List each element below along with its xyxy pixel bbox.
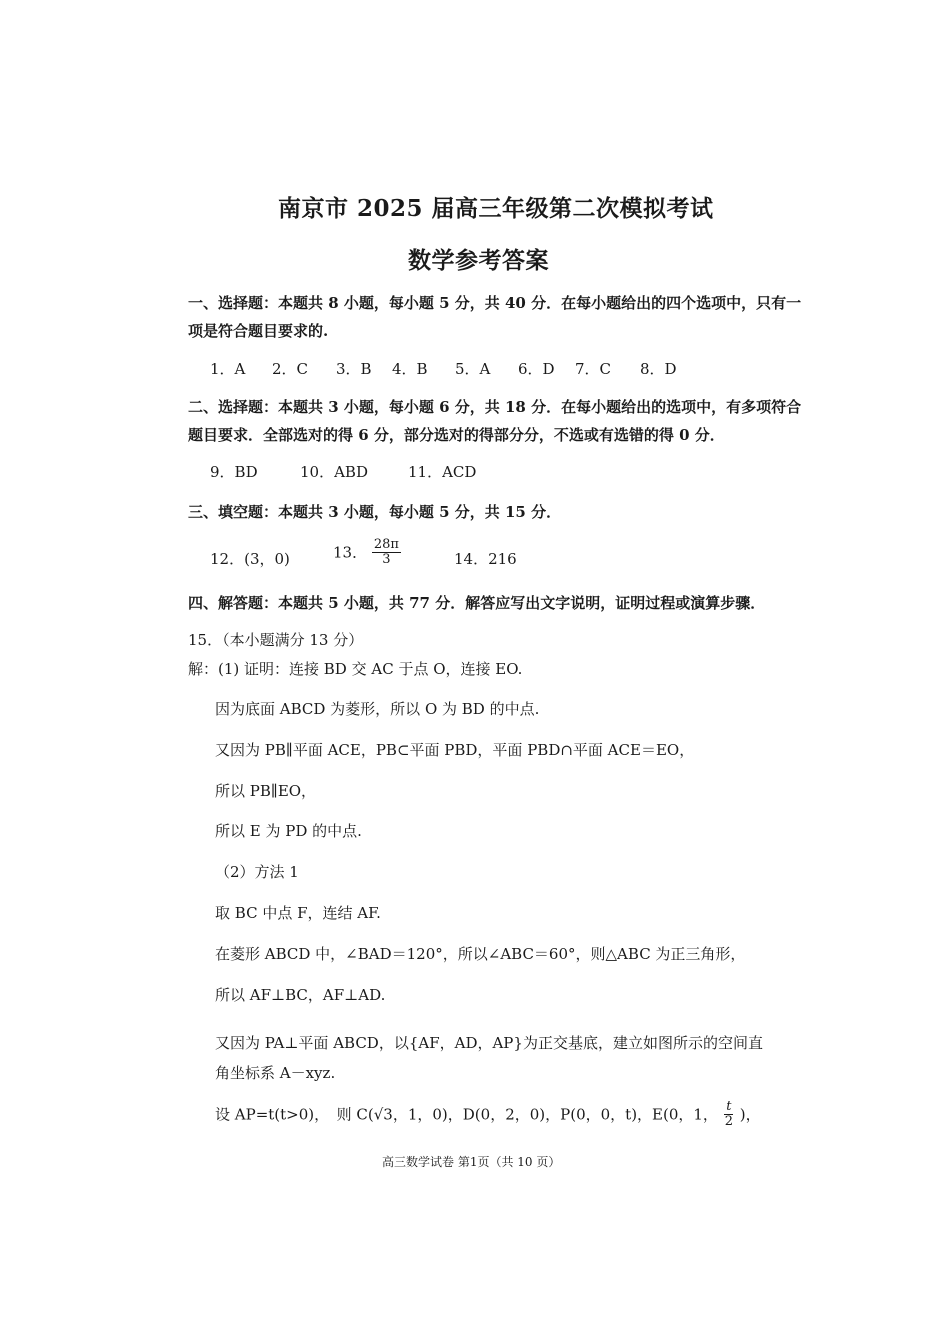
section-1-heading-cont: 项是符合题目要求的. [188, 322, 329, 340]
section-3-heading: 三、填空题：本题共 3 小题，每小题 5 分，共 15 分． [188, 503, 562, 521]
q15-line-3: 又因为 PB∥平面 ACE，PB⊂平面 PBD，平面 PBD∩平面 ACE＝EO， [215, 741, 695, 759]
q15-line-1: 解：(1) 证明：连接 BD 交 AC 于点 O，连接 EO. [188, 660, 523, 678]
section-1-heading: 一、选择题：本题共 8 小题，每小题 5 分，共 40 分．在每小题给出的四个选项中，只有一 [188, 294, 802, 312]
section-2-heading-cont: 题目要求．全部选对的得 6 分，部分选对的得部分分，不选或有选错的得 0 分． [188, 426, 725, 444]
answer-11: 11．ACD [408, 463, 477, 481]
q15-line-6: （2）方法 1 [215, 863, 299, 881]
document-title: 南京市 2025 届高三年级第二次模拟考试 [278, 195, 714, 222]
answer-8: 8．D [640, 360, 677, 378]
section-4-heading: 四、解答题：本题共 5 小题，共 77 分．解答应写出文字说明，证明过程或演算步骤． [188, 594, 766, 612]
document-subtitle: 数学参考答案 [408, 247, 549, 274]
answer-13-label: 13． [333, 543, 368, 562]
q15-line-12-tail: )， [739, 1105, 761, 1124]
q15-line-12-numerator: t [726, 1099, 732, 1114]
answer-7: 7．C [575, 360, 612, 378]
q15-line-10: 又因为 PA⊥平面 ABCD，以{AF，AD，AP}为正交基底，建立如图所示的空间直 [215, 1034, 763, 1052]
q15-line-4: 所以 PB∥EO， [215, 782, 317, 800]
q15-line-9: 所以 AF⊥BC，AF⊥AD. [215, 986, 386, 1004]
answer-2: 2．C [272, 360, 309, 378]
q15-line-12 [215, 1100, 761, 1128]
answer-13-fraction [372, 538, 401, 566]
answer-3: 3．B [336, 360, 372, 378]
answer-12: 12．(3，0) [210, 550, 290, 568]
q15-line-8: 在菱形 ABCD 中，∠BAD＝120°，所以∠ABC＝60°，则△ABC 为正三角形， [215, 945, 746, 963]
answer-4: 4．B [392, 360, 428, 378]
page-footer: 高三数学试卷 第1页（共 10 页） [382, 1155, 561, 1169]
answer-13 [333, 538, 401, 566]
q15-line-7: 取 BC 中点 F，连结 AF. [215, 904, 381, 922]
answer-5: 5．A [455, 360, 491, 378]
answer-13-denominator: 3 [382, 551, 391, 567]
q15-line-11: 角坐标系 A－xyz. [215, 1064, 336, 1082]
q15-line-12-text: 设 AP=t(t>0)， 则 C(√3，1，0)，D(0，2，0)，P(0，0，t)，E(0，1， [215, 1105, 718, 1124]
answer-13-numerator: 28π [373, 537, 399, 552]
answer-14: 14．216 [454, 550, 517, 568]
section-2-heading: 二、选择题：本题共 3 小题，每小题 6 分，共 18 分．在每小题给出的选项中，有多项符合 [188, 398, 802, 416]
q15-line-2: 因为底面 ABCD 为菱形，所以 O 为 BD 的中点. [215, 700, 540, 718]
answer-9: 9．BD [210, 463, 258, 481]
answer-1: 1．A [210, 360, 246, 378]
q15-line-12-denominator: 2 [724, 1113, 733, 1129]
q15-header: 15．（本小题满分 13 分） [188, 631, 364, 649]
q15-line-12-fraction [723, 1100, 735, 1128]
answer-10: 10．ABD [300, 463, 368, 481]
answer-6: 6．D [518, 360, 555, 378]
q15-line-5: 所以 E 为 PD 的中点. [215, 822, 362, 840]
